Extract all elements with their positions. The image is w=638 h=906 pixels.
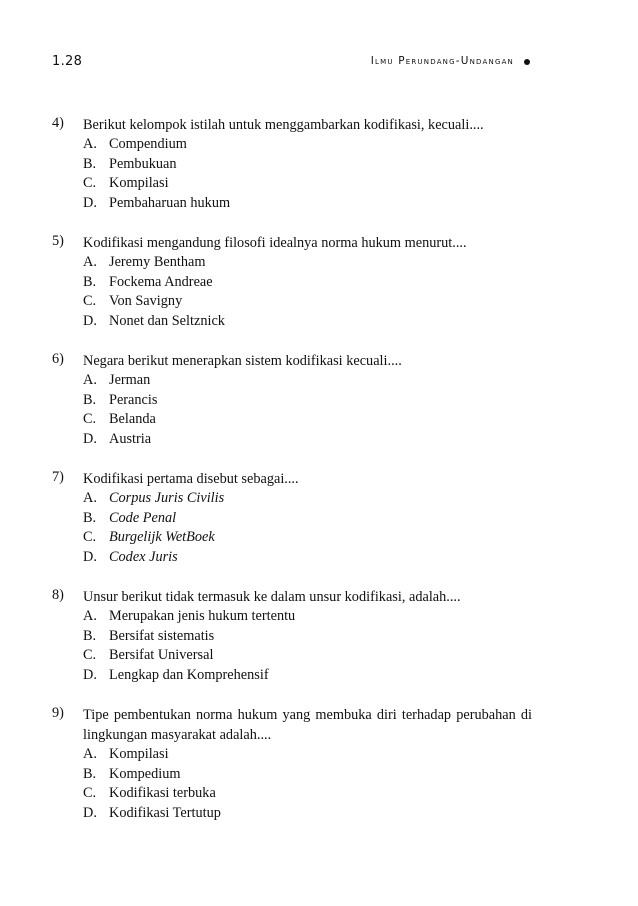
option-letter: C. bbox=[83, 647, 97, 664]
option-text: Kompilasi bbox=[109, 746, 169, 762]
page-number: 1.28 bbox=[52, 54, 83, 69]
option-letter: C. bbox=[83, 175, 97, 192]
option-letter: D. bbox=[83, 313, 97, 330]
option-d bbox=[83, 430, 532, 450]
option-text: Von Savigny bbox=[109, 293, 183, 310]
question-number: 6) bbox=[52, 351, 64, 367]
option-text: Perancis bbox=[109, 391, 158, 408]
option-text: Lengkap dan Komprehensif bbox=[109, 667, 269, 684]
option-b bbox=[83, 273, 532, 293]
option-d bbox=[83, 804, 532, 824]
option-text: Kodifikasi Tertutup bbox=[109, 805, 221, 822]
question-5 bbox=[52, 233, 532, 332]
option-a bbox=[83, 253, 532, 273]
option-a bbox=[83, 135, 532, 155]
option-text: Code Penal bbox=[109, 509, 177, 526]
option-text: Nonet dan Seltznick bbox=[109, 313, 225, 330]
option-text: Pembaharuan hukum bbox=[109, 195, 231, 212]
running-title: Ilmu Perundang-Undangan bbox=[370, 55, 514, 67]
question-number: 4) bbox=[52, 115, 64, 131]
question-number: 8) bbox=[52, 587, 64, 603]
option-text: Austria bbox=[109, 431, 152, 448]
option-d bbox=[83, 194, 532, 214]
option-d bbox=[83, 312, 532, 332]
option-list bbox=[83, 253, 532, 332]
option-letter: B. bbox=[83, 273, 97, 290]
option-letter: C. bbox=[83, 529, 97, 546]
option-list bbox=[83, 371, 532, 450]
question-text: Kodifikasi pertama disebut sebagai.... bbox=[83, 471, 299, 487]
bullet-dot-icon bbox=[524, 59, 530, 65]
option-a bbox=[83, 489, 532, 509]
question-6 bbox=[52, 351, 532, 450]
option-a bbox=[83, 745, 532, 765]
option-letter: C. bbox=[83, 293, 97, 310]
option-letter: B. bbox=[83, 155, 97, 172]
option-letter: A. bbox=[83, 372, 97, 388]
option-text: Jerman bbox=[109, 372, 151, 388]
option-text: Pembukuan bbox=[109, 155, 177, 172]
option-c bbox=[83, 410, 532, 430]
option-text: Kompilasi bbox=[109, 175, 169, 192]
option-c bbox=[83, 174, 532, 194]
option-text: Compendium bbox=[109, 136, 187, 152]
option-letter: C. bbox=[83, 411, 97, 428]
question-9 bbox=[52, 705, 532, 824]
option-letter: B. bbox=[83, 509, 97, 526]
option-b bbox=[83, 509, 532, 529]
option-text: Fockema Andreae bbox=[109, 273, 213, 290]
option-a bbox=[83, 607, 532, 627]
option-list bbox=[83, 135, 532, 214]
question-text: Negara berikut menerapkan sistem kodifikasi kecuali.... bbox=[83, 353, 402, 369]
option-text: Kompedium bbox=[109, 765, 181, 782]
option-letter: A. bbox=[83, 254, 97, 270]
option-letter: D. bbox=[83, 805, 97, 822]
option-letter: A. bbox=[83, 746, 97, 762]
option-b bbox=[83, 627, 532, 647]
option-text: Jeremy Bentham bbox=[109, 254, 206, 270]
option-text: Belanda bbox=[109, 411, 156, 428]
option-letter: B. bbox=[83, 627, 97, 644]
page-header bbox=[52, 52, 530, 72]
option-list bbox=[83, 489, 532, 568]
option-list bbox=[83, 607, 532, 686]
option-letter: D. bbox=[83, 667, 97, 684]
option-letter: A. bbox=[83, 136, 97, 152]
option-text: Codex Juris bbox=[109, 549, 178, 566]
option-letter: B. bbox=[83, 765, 97, 782]
option-text: Bersifat sistematis bbox=[109, 627, 215, 644]
option-c bbox=[83, 292, 532, 312]
question-number: 9) bbox=[52, 705, 64, 721]
option-b bbox=[83, 391, 532, 411]
option-b bbox=[83, 765, 532, 785]
option-text: Bersifat Universal bbox=[109, 647, 214, 664]
question-text: Berikut kelompok istilah untuk menggambarkan kodifikasi, kecuali.... bbox=[83, 117, 484, 133]
option-b bbox=[83, 155, 532, 175]
question-8 bbox=[52, 587, 532, 686]
question-number: 5) bbox=[52, 233, 64, 249]
option-d bbox=[83, 548, 532, 568]
option-list bbox=[83, 745, 532, 824]
option-letter: D. bbox=[83, 431, 97, 448]
option-text: Corpus Juris Civilis bbox=[109, 490, 225, 506]
question-text: Unsur berikut tidak termasuk ke dalam unsur kodifikasi, adalah.... bbox=[83, 589, 461, 605]
option-text: Kodifikasi terbuka bbox=[109, 785, 216, 802]
option-a bbox=[83, 371, 532, 391]
question-text: Kodifikasi mengandung filosofi idealnya norma hukum menurut.... bbox=[83, 235, 467, 251]
option-text: Merupakan jenis hukum tertentu bbox=[109, 608, 296, 624]
option-text: Burgelijk WetBoek bbox=[109, 529, 215, 546]
option-letter: B. bbox=[83, 391, 97, 408]
question-4 bbox=[52, 115, 532, 214]
question-number: 7) bbox=[52, 469, 64, 485]
option-letter: D. bbox=[83, 195, 97, 212]
option-c bbox=[83, 528, 532, 548]
option-letter: C. bbox=[83, 785, 97, 802]
option-c bbox=[83, 646, 532, 666]
option-c bbox=[83, 784, 532, 804]
question-7 bbox=[52, 469, 532, 568]
option-letter: A. bbox=[83, 490, 97, 506]
option-letter: A. bbox=[83, 608, 97, 624]
option-d bbox=[83, 666, 532, 686]
option-letter: D. bbox=[83, 549, 97, 566]
question-text: Tipe pembentukan norma hukum yang membuka diri terhadap perubahan di lingkungan masyarakat adalah.... bbox=[83, 707, 532, 743]
